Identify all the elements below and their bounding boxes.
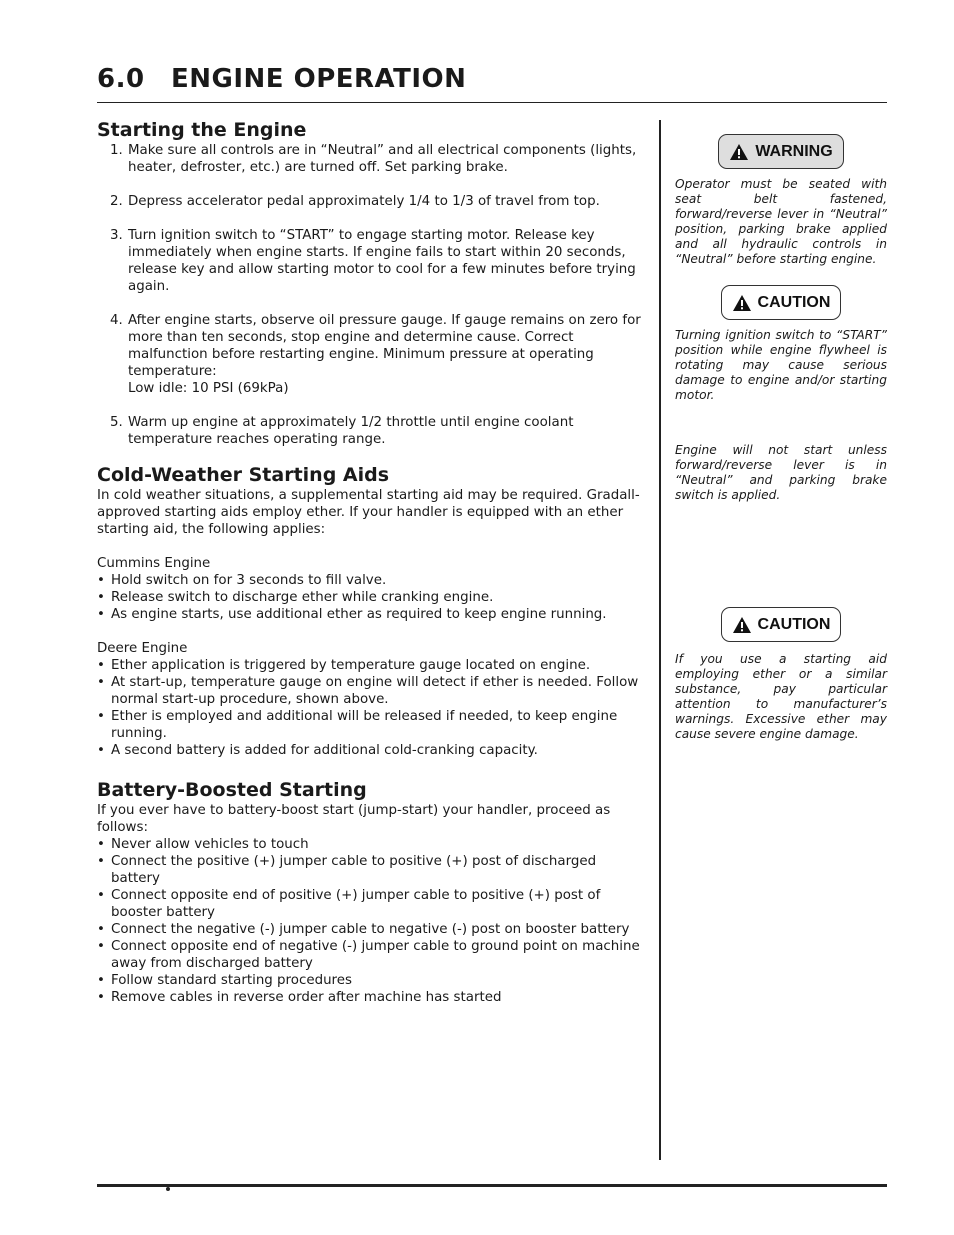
- list-item: • As engine starts, use additional ether as required to keep engine running.: [97, 606, 649, 623]
- cummins-list: [97, 572, 649, 623]
- list-item: • At start-up, temperature gauge on engine will detect if ether is needed. Follow normal start-up procedure, shown above.: [97, 674, 649, 708]
- step-item: [97, 193, 649, 210]
- step-text: Make sure all controls are in “Neutral” and all electrical components (lights, heater, defroster, etc.) are turned off. Set parking brake.: [128, 143, 637, 175]
- section-number: 6.0: [97, 64, 145, 94]
- heading-cold-weather: Cold-Weather Starting Aids: [97, 464, 390, 486]
- caution-badge: [721, 607, 842, 642]
- warning-label: WARNING: [755, 142, 833, 160]
- column-divider: [659, 120, 661, 1160]
- step-number: 2.: [110, 194, 123, 209]
- footer-dot: [166, 1187, 170, 1191]
- caution-label: CAUTION: [757, 615, 831, 633]
- warning-triangle-icon: [729, 143, 749, 161]
- list-item: • Never allow vehicles to touch: [97, 836, 649, 853]
- sidebar-column: [675, 120, 887, 742]
- starting-steps-list: [97, 142, 649, 448]
- list-item: • Connect the positive (+) jumper cable to positive (+) post of discharged battery: [97, 853, 649, 887]
- list-item: • Ether is employed and additional will be released if needed, to keep engine running.: [97, 708, 649, 742]
- battery-list: [97, 836, 649, 1006]
- footer-rule: [97, 1184, 887, 1187]
- heading-battery-boosted: Battery-Boosted Starting: [97, 779, 367, 801]
- step-text: Low idle: 10 PSI (69kPa): [128, 381, 289, 396]
- step-item: [97, 414, 649, 448]
- heading-starting-engine: Starting the Engine: [97, 119, 307, 141]
- list-item: • Connect opposite end of positive (+) jumper cable to positive (+) post of booster battery: [97, 887, 649, 921]
- cummins-engine-label: Cummins Engine: [97, 556, 211, 571]
- list-item: • Connect the negative (-) jumper cable to negative (-) post on booster battery: [97, 921, 649, 938]
- warning-badge: [718, 134, 843, 169]
- step-item: [97, 227, 649, 295]
- step-item: [97, 312, 649, 397]
- step-text: Turn ignition switch to “START” to engage starting motor. Release key immediately when engine starts. If engine fails to start within 20 seconds, release key and allow starting motor to cool for a few minutes before trying again.: [128, 228, 636, 294]
- caution-ignition-text: Turning ignition switch to “START” position while engine flywheel is rotating may cause serious damage to engine and/or starting motor.: [675, 328, 887, 402]
- deere-list: [97, 657, 649, 759]
- step-number: 3.: [110, 228, 123, 243]
- step-text: After engine starts, observe oil pressure gauge. If gauge remains on zero for more than ten seconds, stop engine and determine cause. Correct malfunction before restarting engine. Minimum pressure at operating temperature:: [128, 313, 641, 379]
- cold-weather-intro: In cold weather situations, a supplemental starting aid may be required. Gradall-approved starting aids employ ether. If your handler is equipped with an ether starting aid, the following applies:: [97, 488, 640, 537]
- section-header: [97, 64, 887, 103]
- list-item: • Ether application is triggered by temperature gauge located on engine.: [97, 657, 649, 674]
- main-column: [97, 118, 649, 1006]
- list-item: • Remove cables in reverse order after machine has started: [97, 989, 649, 1006]
- warning-triangle-icon: [732, 616, 752, 634]
- neutral-note-text: Engine will not start unless forward/reverse lever is in “Neutral” and parking brake switch is applied.: [675, 443, 887, 502]
- list-item: • Connect opposite end of negative (-) jumper cable to ground point on machine away from discharged battery: [97, 938, 649, 972]
- warning-text: Operator must be seated with seat belt fastened, forward/reverse lever in “Neutral” position, parking brake applied and all hydraulic controls in “Neutral” before starting engine.: [675, 177, 887, 266]
- deere-engine-label: Deere Engine: [97, 641, 188, 656]
- step-text: Warm up engine at approximately 1/2 throttle until engine coolant temperature reaches operating range.: [128, 415, 574, 447]
- list-item: • Hold switch on for 3 seconds to fill valve.: [97, 572, 649, 589]
- caution-label: CAUTION: [757, 293, 831, 311]
- list-item: • Follow standard starting procedures: [97, 972, 649, 989]
- step-item: [97, 142, 649, 176]
- caution-ether-text: If you use a starting aid employing ether or a similar substance, pay particular attention to manufacturer’s warnings. Excessive ether may cause severe engine damage.: [675, 652, 887, 741]
- step-number: 4.: [110, 313, 123, 328]
- step-text: Depress accelerator pedal approximately 1/4 to 1/3 of travel from top.: [128, 194, 600, 209]
- section-title: ENGINE OPERATION: [171, 64, 467, 94]
- caution-badge: [721, 285, 842, 320]
- warning-triangle-icon: [732, 294, 752, 312]
- step-number: 5.: [110, 415, 123, 430]
- battery-intro: If you ever have to battery-boost start (jump-start) your handler, proceed as follows:: [97, 803, 611, 835]
- list-item: • A second battery is added for additional cold-cranking capacity.: [97, 742, 649, 759]
- step-number: 1.: [110, 143, 123, 158]
- list-item: • Release switch to discharge ether while cranking engine.: [97, 589, 649, 606]
